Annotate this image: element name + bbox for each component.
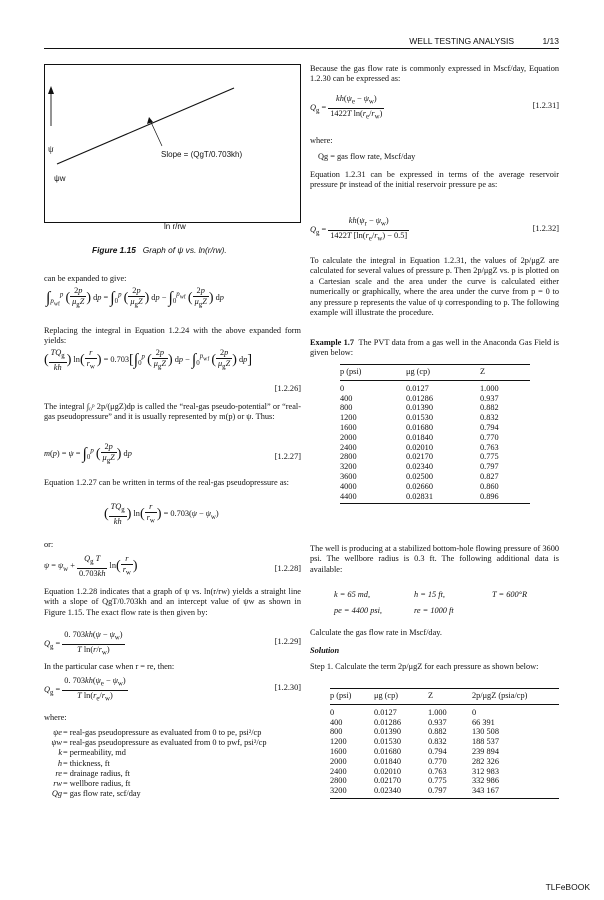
figure-xlabel: ln r/rw <box>164 222 186 231</box>
eq-1-2-30: $Q_g$ = $\frac{0. 703kh(\psi_e - \psi_w)}{T \ln(r_e/r_w)}$ [1.2.30] <box>44 676 301 703</box>
definition-item: ψw = real-gas pseudopressure as evaluated from 0 to pwf, psi²/cp <box>51 738 267 748</box>
p-or: or: <box>44 540 54 549</box>
eq-pseudopressure: ( $\frac{TQ_g}{kh}$ ) ln( $\frac{r}{r_w}$ ) = $0.703(\psi - \psi_w)$ <box>104 502 219 526</box>
table-row: 2000 0.01840 0.770 282 326 <box>330 756 499 766</box>
p-indicates: Equation 1.2.28 indicates that a graph of ψ vs. ln(r/rw) yields a straight line with a slope of QgT/0.703kh and an intercept value of ψw as shown in Figure 1.15. The exact flow rate is then given by: <box>44 587 301 617</box>
figure-slope-label: Slope = (QgT/0.703kh) <box>161 150 243 159</box>
eq-1-2-29: $Q_g$ = $\frac{0. 703kh(\psi - \psi_w)}{T \ln(r/r_w)}$ [1.2.29] <box>44 630 301 657</box>
table-row: 2800 0.02170 0.775 332 986 <box>330 776 499 786</box>
eq-number-1226: [1.2.26] <box>274 384 301 393</box>
running-header <box>44 36 559 50</box>
table-row: 2000 0.01840 0.770 <box>340 432 499 442</box>
calc-header-p: p (psi) <box>330 689 374 705</box>
p-particular: In the particular case when r = re, then: <box>44 662 175 671</box>
table-row: 2400 0.02010 0.763 <box>340 442 499 452</box>
table-row: 3200 0.02340 0.797 <box>340 462 499 472</box>
table-row: 800 0.01390 0.882 <box>340 403 499 413</box>
header-page: 1/13 <box>542 36 559 46</box>
eq-1-2-31: $Q_g$ = $\frac{kh(\psi_e - \psi_w)}{1422T \ln(r_e/r_w)}$ [1.2.31] <box>310 94 559 121</box>
figure-point-label: ψw <box>54 174 66 183</box>
figure-1-15 <box>44 64 301 264</box>
table-row: 0 0.0127 1.000 0 <box>330 707 477 717</box>
calc-header-z: Z <box>428 689 472 705</box>
table-row: 3200 0.02340 0.797 343 167 <box>330 786 559 798</box>
eq-number-1227: [1.2.27] <box>274 452 301 461</box>
calc-header-term: 2p/μgZ (psia/cp) <box>472 689 559 705</box>
calc-table <box>330 688 559 799</box>
p-where-right: where: <box>310 136 333 145</box>
p-producing: The well is producing at a stabilized bottom-hole flowing pressure of 3600 psi. The wellbore radius is 0.3 ft. The following additional data is available: <box>310 544 559 574</box>
data-line-2: pe = 4400 psi, re = 1000 ft <box>334 606 454 615</box>
def-qg: Qg = gas flow rate, Mscf/day <box>318 152 416 161</box>
step-1: Step 1. Calculate the term 2p/μgZ for each pressure as shown below: <box>310 662 539 671</box>
table-row: 800 0.01390 0.882 130 508 <box>330 727 499 737</box>
calc-header-mu: μg (cp) <box>374 689 428 705</box>
figure-caption-num: Figure 1.15 <box>92 245 136 255</box>
pvt-header-p: p (psi) <box>340 365 406 381</box>
definition-item: k = permeability, md <box>58 748 126 758</box>
definition-item: h = thickness, ft <box>57 758 110 768</box>
eq-number-1230: [1.2.30] <box>274 683 301 692</box>
table-row: 1200 0.01530 0.832 <box>340 413 499 423</box>
table-row: 1200 0.01530 0.832 188 537 <box>330 737 499 747</box>
data-line-1: k = 65 md, h = 15 ft, T = 600°R <box>334 590 528 599</box>
right-column <box>310 50 559 850</box>
p-where-left: where: <box>44 713 67 722</box>
example-label: Example 1.7 <box>310 338 355 347</box>
slope-pointer <box>150 120 162 146</box>
table-row: 3600 0.02500 0.827 <box>340 471 499 481</box>
p-calc-rate: Calculate the gas flow rate in Mscf/day. <box>310 628 442 637</box>
y-axis-arrowhead <box>48 86 54 94</box>
definition-item: rw = wellbore radius, ft <box>53 779 131 789</box>
eq-expanded: $\int_{p_{wf}}^p$ ( $\frac{2p}{\mu_gZ}$ ) dp = $\int_0^p$ ( $\frac{2p}{\mu_gZ}$ ) dp − $\int_0^{p_{wf}}$ ( $\frac{2p}{\mu_gZ}$ ) dp <box>46 286 224 309</box>
header-title: WELL TESTING ANALYSIS <box>409 36 514 46</box>
left-column <box>44 50 301 850</box>
p-integral: The integral ∫₀ᵖ 2p/(μgZ)dp is called the “real-gas pseudo-potential” or “real-gas pseudopressure” and it is usually represented by m(p) or ψ. Thus: <box>44 402 301 422</box>
p-calculate: To calculate the integral in Equation 1.2.31, the values of 2p/μgZ are calculated for several values of pressure p. Then 2p/μgZ vs. p is plotted on a Cartesian scale and the area under the curve is calculated either numerically or graphically, where the area under the curve from p = 0 to any pressure p represents the value of ψ corresponding to p. The following example will illustrate the procedure. <box>310 256 559 318</box>
table-row: 2800 0.02170 0.775 <box>340 452 499 462</box>
eq-number-1229: [1.2.29] <box>274 637 301 646</box>
eq-1-2-27: $m(p) = \psi = \int_0^p$ ( $\frac{2p}{\mu_gZ}$ ) dp [1.2.27] <box>44 442 301 465</box>
pvt-table <box>340 364 530 504</box>
eq-number-1232: [1.2.32] <box>532 224 559 233</box>
figure-caption-text: Graph of ψ vs. ln(r/rw). <box>142 245 227 255</box>
eq-1-2-32: $Q_g$ = $\frac{kh(\psi_r - \psi_w)}{1422T [\ln(r_e/r_w) - 0.5]}$ [1.2.32] <box>310 216 559 243</box>
example-text: The PVT data from a gas well in the Anaconda Gas Field is given below: <box>310 338 560 358</box>
eq-1-2-26: ( $\frac{TQ_g}{kh}$ ) ln( $\frac{r}{r_w}$ ) = $0.703[\int_0^p$ ( $\frac{2p}{\mu_gZ}$ ) dp − $\int_0^{p_{wf}}$ ( $\frac{2p}{\mu_gZ}$ ) dp] [1.2.26] <box>44 348 301 393</box>
table-row: 4400 0.02831 0.896 <box>340 492 530 504</box>
table-row: 400 0.01286 0.937 <box>340 393 499 403</box>
figure-plot <box>44 64 301 224</box>
table-row: 0 0.0127 1.000 <box>340 383 499 393</box>
table-row: 2400 0.02010 0.763 312 983 <box>330 766 499 776</box>
p-written: Equation 1.2.27 can be written in terms of the real-gas pseudopressure as: <box>44 478 289 487</box>
footer-source: TLFeBOOK <box>545 882 590 892</box>
p-replacing: Replacing the integral in Equation 1.2.24 with the above expanded form yields: <box>44 326 301 346</box>
figure-ylabel: ψ <box>48 144 54 154</box>
definition-item: Qg = gas flow rate, scf/day <box>51 789 141 799</box>
figure-caption <box>92 245 227 255</box>
pvt-header-z: Z <box>480 365 530 381</box>
eq-number-1231: [1.2.31] <box>532 101 559 110</box>
table-row: 1600 0.01680 0.794 <box>340 422 499 432</box>
eq-number-1228: [1.2.28] <box>274 564 301 573</box>
definitions-list <box>50 728 300 799</box>
table-row: 1600 0.01680 0.794 239 894 <box>330 746 499 756</box>
table-row: 400 0.01286 0.937 66 391 <box>330 717 495 727</box>
definition-item: re = drainage radius, ft <box>55 768 130 778</box>
table-row: 4000 0.02660 0.860 <box>340 481 499 491</box>
solution-label: Solution <box>310 646 340 655</box>
p-because: Because the gas flow rate is commonly expressed in Mscf/day, Equation 1.2.30 can be expressed as: <box>310 64 559 84</box>
eq-1-2-28: $\psi = \psi_w$ + $\frac{Q_g T}{0.703kh}$ ln( $\frac{r}{r_w}$ ) [1.2.28] <box>44 554 301 578</box>
pvt-header-mu: μg (cp) <box>406 365 480 381</box>
definition-item: ψe = real-gas pseudopressure as evaluated from 0 to pe, psi²/cp <box>53 728 262 737</box>
p-terms: Equation 1.2.31 can be expressed in terms of the average reservoir pressure p̄r instead of the initial reservoir pressure pe as: <box>310 170 559 190</box>
p-expand: can be expanded to give: <box>44 274 127 283</box>
p-example <box>310 338 559 359</box>
